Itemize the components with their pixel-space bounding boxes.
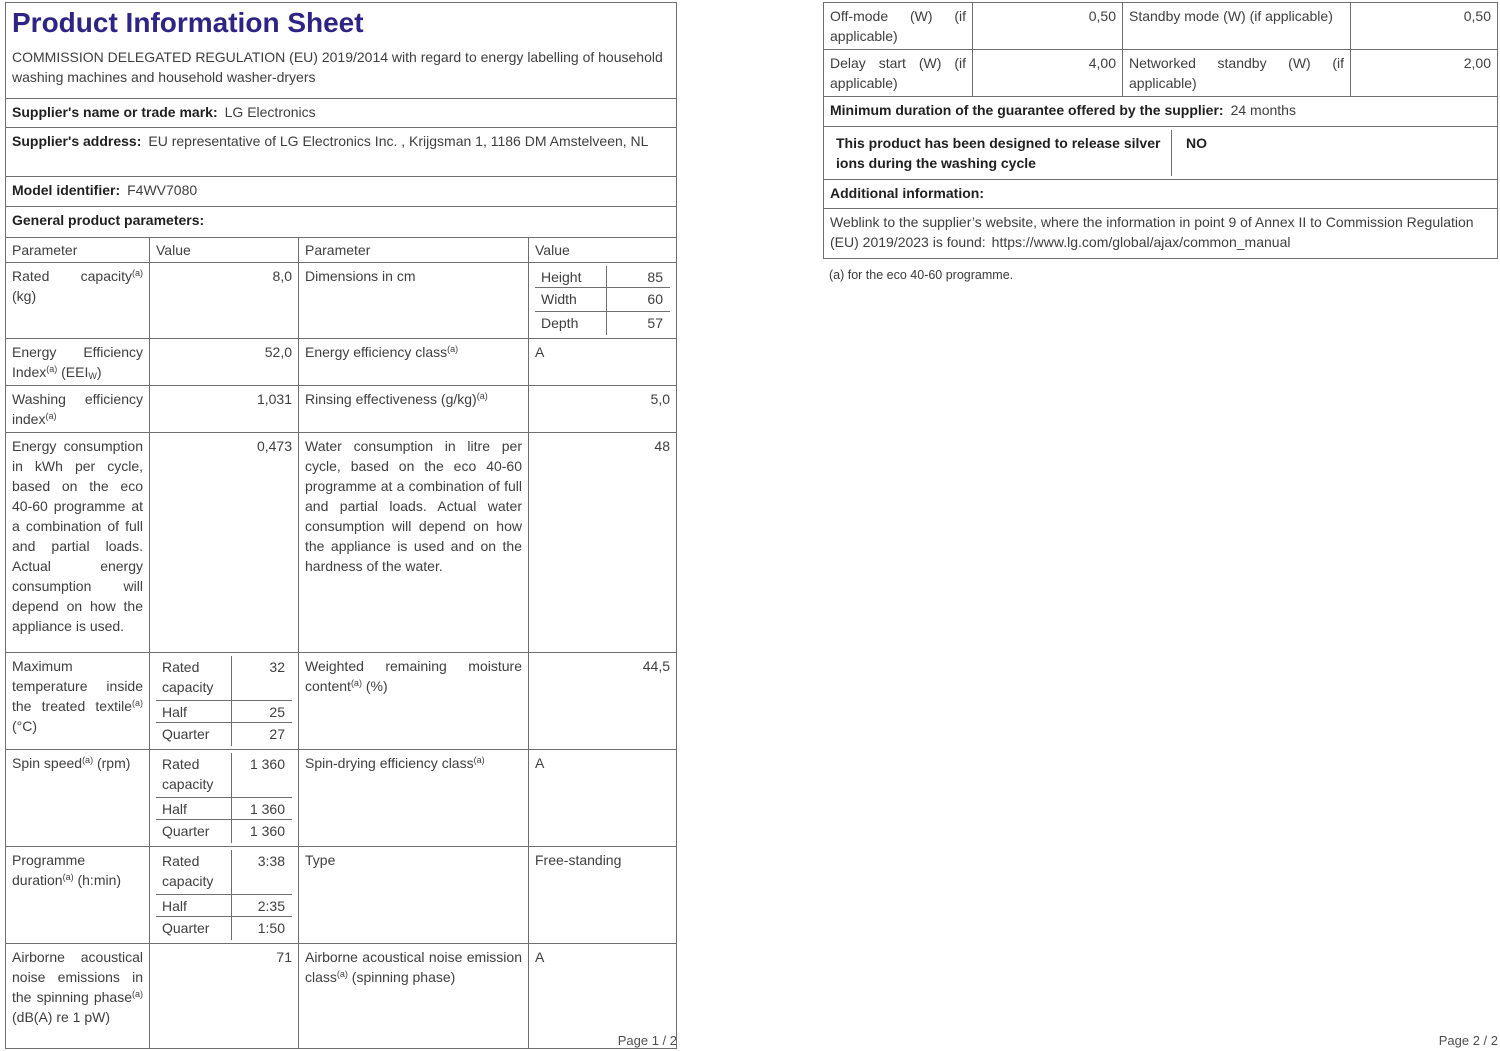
col-header-value-right: Value [529, 238, 677, 263]
model-identifier-value: F4WV7080 [127, 182, 198, 198]
energy-efficiency-class-label: Energy efficiency class$^{(a)}$ [299, 339, 529, 386]
max-temp-quarter-value: 27 [269, 726, 285, 742]
dimension-depth-label: Depth [535, 312, 607, 335]
spin-drying-class-label: Spin-drying efficiency class$^{(a)}$ [299, 750, 529, 847]
silver-ions-row [824, 127, 1498, 180]
col-header-value-left: Value [150, 238, 299, 263]
supplier-weblink[interactable]: https://www.lg.com/global/ajax/common_manual [991, 234, 1291, 250]
energy-consumption-value: 0,473 [150, 433, 299, 653]
noise-emission-class-value: A [529, 944, 677, 1049]
duration-half-value: 2:35 [232, 895, 292, 917]
table-row [6, 263, 677, 339]
footnote-eco-programme: (a) for the eco 40-60 programme. [829, 268, 1014, 282]
additional-info-heading-row [824, 180, 1498, 209]
supplier-address-label: Supplier's address: [12, 133, 142, 149]
rated-capacity-value: 8,0 [150, 263, 299, 339]
table-row [824, 3, 1498, 50]
product-info-sheet-page2 [823, 2, 1498, 259]
duration-quarter-value: 1:50 [257, 920, 285, 936]
dimension-width-value: 60 [607, 288, 670, 312]
networked-standby-value: 2,00 [1351, 50, 1498, 97]
max-temp-rated-value: 32 [232, 656, 292, 701]
delay-start-label: Delay start (W) (if applicable) [824, 50, 973, 97]
energy-efficiency-index-value: 52,0 [150, 339, 299, 386]
dimension-height-label: Height [535, 266, 607, 288]
dimensions-label: Dimensions in cm [299, 263, 529, 339]
table-row [824, 50, 1498, 97]
rated-capacity-label: Rated capacity$^{(a)}$ (kg) [6, 263, 150, 339]
model-identifier-label: Model identifier: [12, 182, 121, 198]
title-block [6, 3, 677, 99]
energy-efficiency-index-label: Energy Efficiency Index$^{(a)}$ $(EEI_W)$ [6, 339, 150, 386]
dimension-depth-value: 57 [647, 315, 663, 331]
off-mode-label: Off-mode (W) (if applicable) [824, 3, 973, 50]
spin-drying-class-value: A [529, 750, 677, 847]
table-row [6, 433, 677, 653]
max-temperature-label: Maximum temperature inside the treated textile$^{(a)}$ (°C) [6, 653, 150, 750]
type-label: Type [299, 847, 529, 944]
col-header-parameter-left: Parameter [6, 238, 150, 263]
type-value: Free-standing [529, 847, 677, 944]
off-mode-value: 0,50 [973, 3, 1123, 50]
table-header-row [6, 238, 677, 263]
supplier-name-row [6, 99, 677, 128]
noise-emission-class-label: Airborne acoustical noise emission class$^{(a)}$ (spinning phase) [299, 944, 529, 1049]
guarantee-row [824, 97, 1498, 127]
spin-rated-value: 1 360 [232, 753, 292, 798]
rinsing-effectiveness-value: 5,0 [529, 386, 677, 433]
supplier-address-row [6, 128, 677, 177]
page-2 [823, 2, 1498, 285]
duration-rated-label: Rated capacity [156, 850, 232, 895]
dimension-height-value: 85 [607, 266, 670, 288]
table-row [6, 653, 677, 750]
guarantee-label: Minimum duration of the guarantee offered by the supplier: [830, 102, 1224, 118]
spin-speed-label: Spin speed$^{(a)}$ (rpm) [6, 750, 150, 847]
duration-rated-value: 3:38 [232, 850, 292, 895]
additional-info-heading: Additional information: [830, 185, 984, 201]
col-header-parameter-right: Parameter [299, 238, 529, 263]
page1-footer: Page 1 / 2 [617, 1033, 677, 1048]
remaining-moisture-label: Weighted remaining moisture content$^{(a)}$ (%) [299, 653, 529, 750]
supplier-name-label: Supplier's name or trade mark: [12, 104, 218, 120]
programme-duration-label: Programme duration$^{(a)}$ (h:min) [6, 847, 150, 944]
dimensions-subtable [529, 263, 677, 339]
silver-ions-value: NO [1186, 135, 1207, 151]
table-row [6, 386, 677, 433]
water-consumption-label: Water consumption in litre per cycle, based on the eco 40-60 programme at a combination of full and partial loads. Actual water consumption will depend on how the appliance is used and on the hardness of the water. [299, 433, 529, 653]
dimension-width-label: Width [535, 288, 607, 312]
spin-quarter-label: Quarter [156, 820, 232, 843]
networked-standby-label: Networked standby (W) (if applicable) [1123, 50, 1351, 97]
spin-half-value: 1 360 [232, 798, 292, 820]
duration-quarter-label: Quarter [156, 917, 232, 940]
rinsing-effectiveness-label: Rinsing effectiveness $(g/kg)^{(a)}$ [299, 386, 529, 433]
max-temp-half-value: 25 [232, 701, 292, 723]
energy-consumption-label: Energy consumption in kWh per cycle, based on the eco 40-60 programme at a combination of full and partial loads. Actual energy consumption will depend on how the appliance is used. [6, 433, 150, 653]
table-row [6, 847, 677, 944]
max-temp-rated-label: Rated capacity [156, 656, 232, 701]
supplier-name-value: LG Electronics [224, 104, 316, 120]
supplier-address-value: EU representative of LG Electronics Inc. , Krijgsman 1, 1186 DM Amstelveen, NL [148, 133, 649, 149]
noise-emissions-value: 71 [150, 944, 299, 1049]
regulation-subtitle: COMMISSION DELEGATED REGULATION (EU) 2019/2014 with regard to energy labelling of household washing machines and household washer-dryers [12, 49, 663, 85]
silver-ions-label: This product has been designed to release silver ions during the washing cycle [830, 130, 1172, 176]
standby-mode-label: Standby mode (W) (if applicable) [1123, 3, 1351, 50]
washing-efficiency-index-label: Washing efficiency index$^{(a)}$ [6, 386, 150, 433]
spin-rated-label: Rated capacity [156, 753, 232, 798]
energy-efficiency-class-value: A [529, 339, 677, 386]
max-temp-half-label: Half [156, 701, 232, 723]
duration-half-label: Half [156, 895, 232, 917]
spin-speed-subtable [150, 750, 299, 847]
standby-mode-value: 0,50 [1351, 3, 1498, 50]
washing-efficiency-index-value: 1,031 [150, 386, 299, 433]
spin-quarter-value: 1 360 [249, 823, 285, 839]
weblink-text: Weblink to the supplier’s website, where the information in point 9 of Annex II to Commission Regulation (EU) 2019/2023 is found: [830, 214, 1474, 250]
water-consumption-value: 48 [529, 433, 677, 653]
noise-emissions-label: Airborne acoustical noise emissions in the spinning phase$^{(a)}$ (dB(A) re 1 pW) [6, 944, 150, 1049]
model-identifier-row [6, 177, 677, 207]
spin-half-label: Half [156, 798, 232, 820]
guarantee-value: 24 months [1230, 102, 1296, 118]
page2-footer: Page 2 / 2 [1438, 1033, 1498, 1048]
weblink-row [824, 209, 1498, 259]
max-temp-quarter-label: Quarter [156, 723, 232, 746]
remaining-moisture-value: 44,5 [529, 653, 677, 750]
general-parameters-heading-row [6, 207, 677, 238]
table-row [6, 339, 677, 386]
product-info-sheet-page1 [5, 2, 677, 1049]
max-temperature-subtable [150, 653, 299, 750]
delay-start-value: 4,00 [973, 50, 1123, 97]
page-1 [5, 2, 677, 1049]
general-parameters-heading: General product parameters: [12, 212, 205, 228]
programme-duration-subtable [150, 847, 299, 944]
page-title: Product Information Sheet [12, 7, 364, 38]
table-row [6, 750, 677, 847]
